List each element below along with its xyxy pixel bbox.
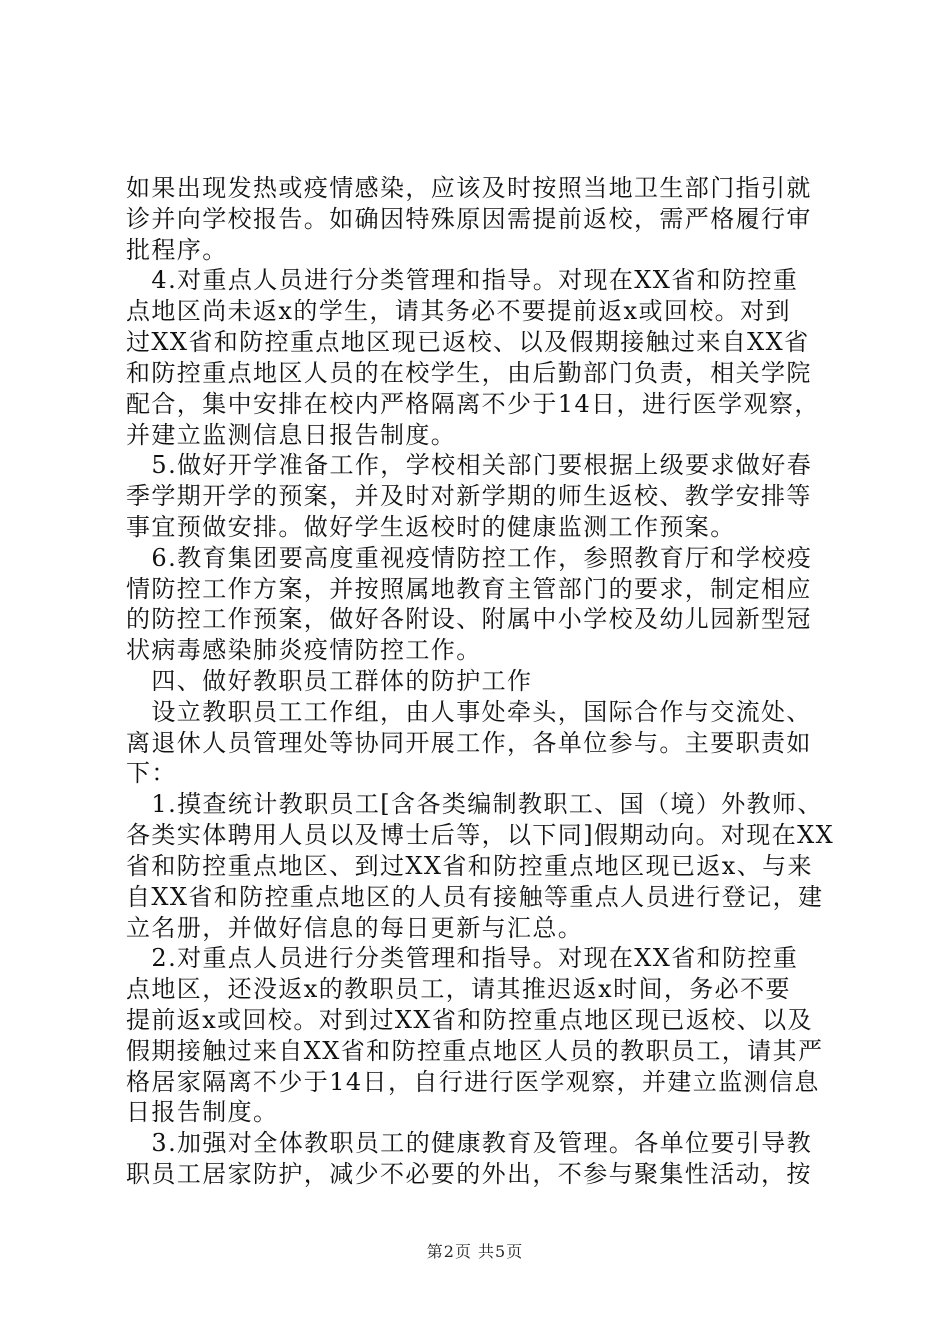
text-line: 6.教育集团要高度重视疫情防控工作，参照教育厅和学校疫 (126, 544, 813, 572)
text-line: 各类实体聘用人员以及博士后等，以下同]假期动向。对现在XX (126, 821, 835, 849)
text-line: 假期接触过来自XX省和防控重点地区人员的教职员工，请其严 (126, 1037, 824, 1065)
section-heading: 四、做好教职员工群体的防护工作 (126, 667, 533, 695)
text-line: 自XX省和防控重点地区的人员有接触等重点人员进行登记，建 (126, 883, 824, 911)
text-line: 立名册，并做好信息的每日更新与汇总。 (126, 914, 584, 942)
text-line: 过XX省和防控重点地区现已返校、以及假期接触过来自XX省 (126, 328, 810, 356)
text-line: 配合，集中安排在校内严格隔离不少于14日，进行医学观察， (126, 390, 820, 418)
text-line: 状病毒感染肺炎疫情防控工作。 (126, 636, 482, 664)
text-line: 1.摸查统计教职员工[含各类编制教职工、国（境）外教师、 (126, 790, 823, 818)
text-line: 省和防控重点地区、到过XX省和防控重点地区现已返x、与来 (126, 852, 813, 880)
text-line: 职员工居家防护，减少不必要的外出，不参与聚集性活动，按 (126, 1160, 812, 1188)
text-line: 5.做好开学准备工作，学校相关部门要根据上级要求做好春 (126, 451, 813, 479)
text-line: 季学期开学的预案，并及时对新学期的师生返校、教学安排等 (126, 482, 812, 510)
text-line: 设立教职员工工作组，由人事处牵头，国际合作与交流处、 (126, 698, 812, 726)
text-line: 的防控工作预案，做好各附设、附属中小学校及幼儿园新型冠 (126, 605, 812, 633)
text-line: 3.加强对全体教职员工的健康教育及管理。各单位要引导教 (126, 1129, 813, 1157)
text-line: 日报告制度。 (126, 1098, 279, 1126)
page-footer: 第2页 共5页 (426, 1242, 524, 1261)
text-line: 点地区，还没返x的教职员工，请其推迟返x时间，务必不要 (126, 975, 791, 1003)
text-line: 并建立监测信息日报告制度。 (126, 421, 457, 449)
text-line: 下： (126, 759, 177, 787)
text-line: 情防控工作方案，并按照属地教育主管部门的要求，制定相应 (126, 575, 812, 603)
text-line: 如果出现发热或疫情感染，应该及时按照当地卫生部门指引就 (126, 174, 812, 202)
text-line: 2.对重点人员进行分类管理和指导。对现在XX省和防控重 (126, 944, 799, 972)
text-line: 事宜预做安排。做好学生返校时的健康监测工作预案。 (126, 513, 736, 541)
text-line: 批程序。 (126, 236, 228, 264)
text-line: 点地区尚未返x的学生，请其务必不要提前返x或回校。对到 (126, 297, 791, 325)
text-line: 离退休人员管理处等协同开展工作，各单位参与。主要职责如 (126, 729, 812, 757)
text-line: 格居家隔离不少于14日，自行进行医学观察，并建立监测信息 (126, 1068, 820, 1096)
text-line: 和防控重点地区人员的在校学生，由后勤部门负责，相关学院 (126, 359, 812, 387)
text-line: 4.对重点人员进行分类管理和指导。对现在XX省和防控重 (126, 266, 799, 294)
text-line: 诊并向学校报告。如确因特殊原因需提前返校，需严格履行审 (126, 205, 812, 233)
text-line: 提前返x或回校。对到过XX省和防控重点地区现已返校、以及 (126, 1006, 813, 1034)
